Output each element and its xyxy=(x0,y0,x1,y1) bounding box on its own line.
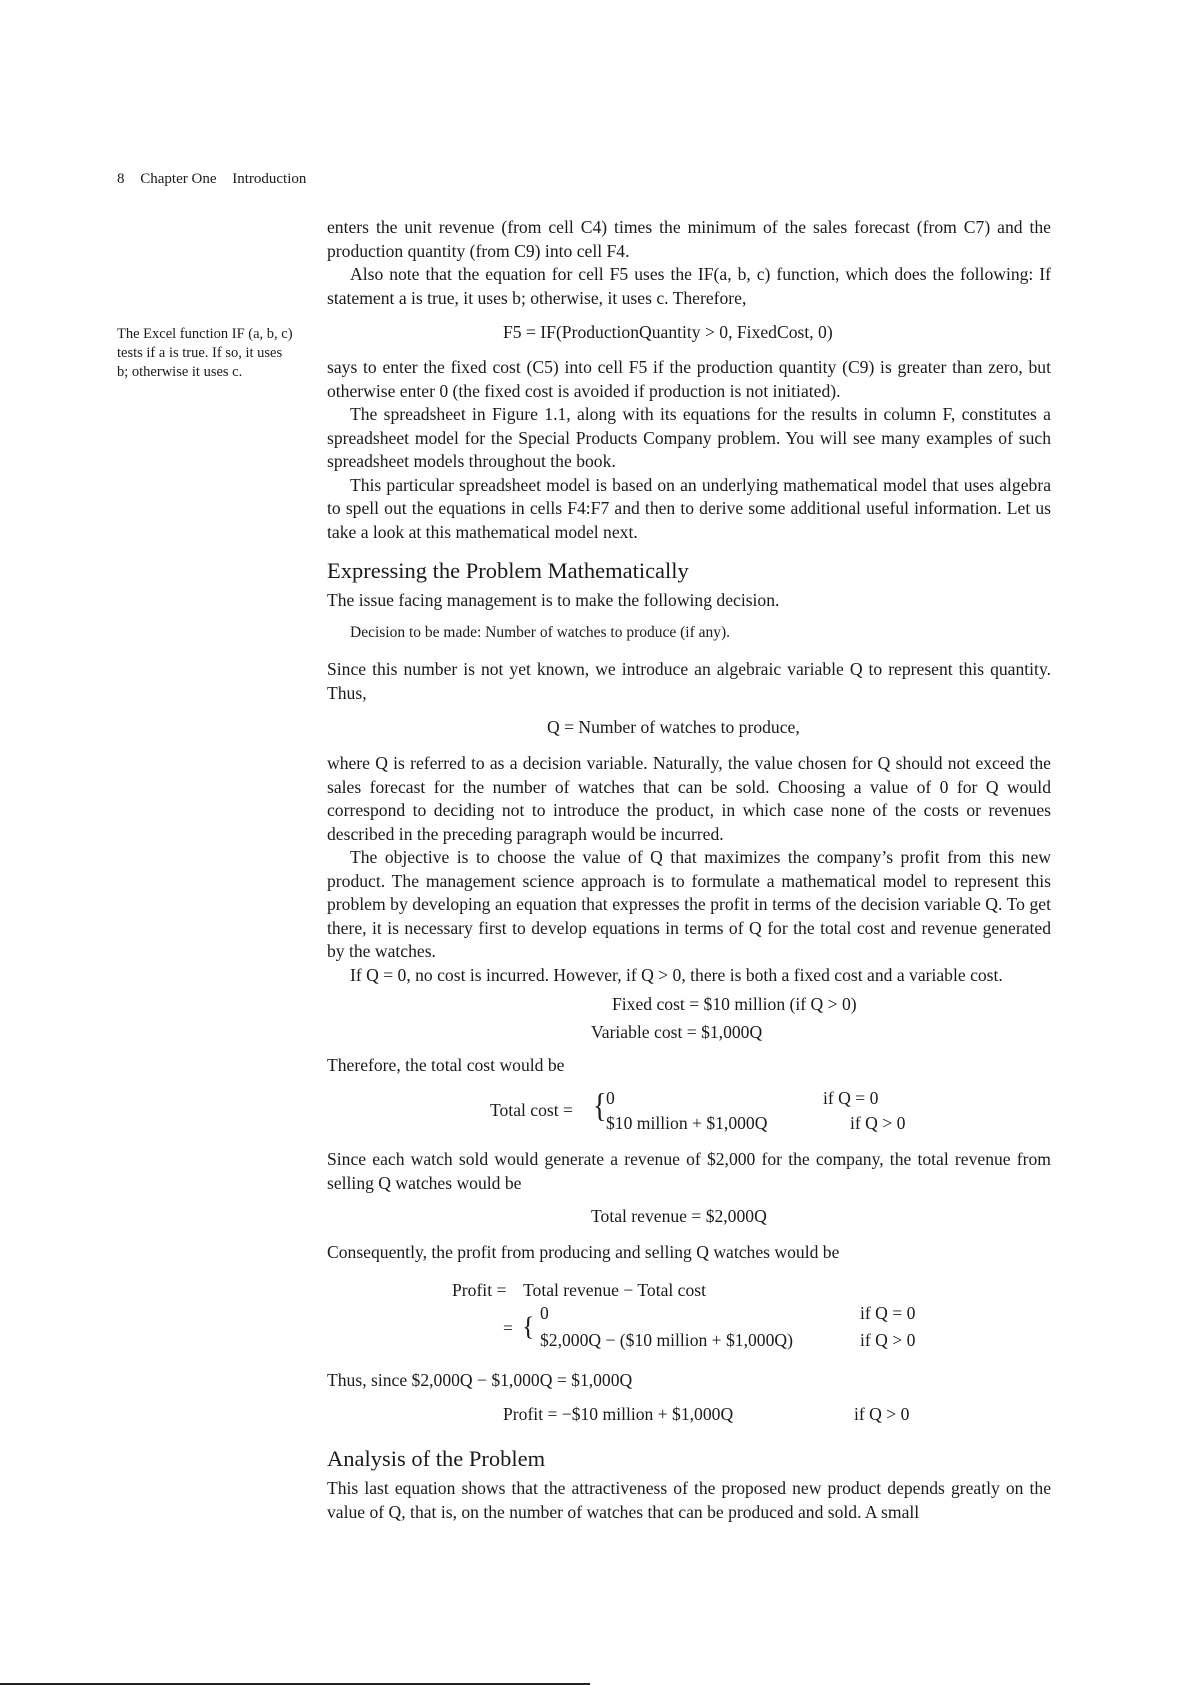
profit-case-zero-condition: if Q = 0 xyxy=(860,1303,916,1323)
cost-case-zero-value: 0 xyxy=(606,1088,615,1108)
paragraph: Since this number is not yet known, we introduce an algebraic variable Q to represent this quantity. Thus, xyxy=(327,659,1051,703)
section-label: Introduction xyxy=(232,171,307,187)
profit-line-1: Total revenue − Total cost xyxy=(523,1280,707,1300)
chapter-label: Chapter One xyxy=(140,171,217,187)
paragraph: The spreadsheet in Figure 1.1, along with its equations for the results in column F, constitutes a spreadsheet model for the Special Products Company problem. You will see many examples of such spreadsheet models throughout the book. xyxy=(327,404,1051,471)
paragraph: says to enter the fixed cost (C5) into cell F5 if the production quantity (C9) is greater than zero, but otherwise enter 0 (the fixed cost is avoided if production is not initiated). xyxy=(327,357,1051,401)
profit-case-zero-value: 0 xyxy=(540,1303,549,1323)
profit-case-positive-condition: if Q > 0 xyxy=(860,1330,916,1350)
cost-case-positive-value: $10 million + $1,000Q xyxy=(606,1113,768,1133)
equation-total-revenue: Total revenue = $2,000Q xyxy=(591,1206,767,1226)
paragraph: Also note that the equation for cell F5 uses the IF(a, b, c) function, which does the following: If statement a is true, it uses b; otherwise, it uses c. Therefore, xyxy=(327,264,1051,308)
equation-fixed-cost: Fixed cost = $10 million (if Q > 0) xyxy=(612,994,857,1014)
paragraph: If Q = 0, no cost is incurred. However, if Q > 0, there is both a fixed cost and a variable cost. xyxy=(350,964,1003,985)
heading-analysis: Analysis of the Problem xyxy=(327,1446,546,1471)
body-text-1 xyxy=(327,356,1051,544)
equation-profit-final: Profit = −$10 million + $1,000Q xyxy=(503,1404,734,1424)
total-cost-label: Total cost = xyxy=(490,1100,573,1120)
paragraph: enters the unit revenue (from cell C4) times the minimum of the sales forecast (from C7) and the production quantity (from C9) into cell F4. xyxy=(327,217,1051,261)
equation-f5: F5 = IF(ProductionQuantity > 0, FixedCost, 0) xyxy=(503,322,833,342)
paragraph: Consequently, the profit from producing and selling Q watches would be xyxy=(327,1242,840,1262)
running-header xyxy=(117,171,318,188)
decision-statement: Decision to be made: Number of watches to produce (if any). xyxy=(350,624,731,641)
paragraph: The issue facing management is to make the following decision. xyxy=(327,590,780,610)
equation-variable-cost: Variable cost = $1,000Q xyxy=(591,1022,763,1042)
cost-case-zero-condition: if Q = 0 xyxy=(823,1088,879,1108)
page-number: 8 xyxy=(117,171,125,187)
paragraph: This last equation shows that the attractiveness of the proposed new product depends greatly on the value of Q, that is, on the number of watches that can be produced and sold. A small xyxy=(327,1478,1051,1522)
cost-case-positive-condition: if Q > 0 xyxy=(850,1113,906,1133)
equation-q: Q = Number of watches to produce, xyxy=(547,717,800,737)
paragraph: The objective is to choose the value of Q that maximizes the company’s profit from this new product. The management science approach is to formulate a mathematical model to represent this problem by developing an equation that expresses the profit in terms of the decision variable Q. To get there, it is necessary first to develop equations in terms of Q for the total cost and revenue generated by the watches. xyxy=(327,847,1051,961)
body-text-2 xyxy=(327,752,1051,987)
profit-label: Profit = xyxy=(452,1280,507,1300)
paragraph: where Q is referred to as a decision variable. Naturally, the value chosen for Q should not exceed the sales forecast for the number of watches that can be sold. Choosing a value of 0 for Q would correspond to deciding not to introduce the product, in which case none of the costs or revenues described in the preceding paragraph would be incurred. xyxy=(327,753,1051,844)
paragraph: This particular spreadsheet model is based on an underlying mathematical model that uses algebra to spell out the equations in cells F4:F7 and then to derive some additional useful information. Let us take a look at this mathematical model next. xyxy=(327,474,1051,542)
left-brace: { xyxy=(522,1312,535,1341)
margin-note: The Excel function IF (a, b, c) tests if a is true. If so, it uses b; otherwise it uses c. xyxy=(117,326,293,380)
profit-equals: = xyxy=(503,1318,513,1338)
paragraph: Therefore, the total cost would be xyxy=(327,1055,565,1075)
heading-expressing-problem: Expressing the Problem Mathematically xyxy=(327,558,689,583)
paragraph: Since each watch sold would generate a revenue of $2,000 for the company, the total revenue from selling Q watches would be xyxy=(327,1149,1051,1193)
left-brace: { xyxy=(593,1087,607,1125)
intro-text xyxy=(327,216,1051,310)
equation-profit-final-condition: if Q > 0 xyxy=(854,1404,910,1424)
profit-case-positive-value: $2,000Q − ($10 million + $1,000Q) xyxy=(540,1330,793,1350)
paragraph: Thus, since $2,000Q − $1,000Q = $1,000Q xyxy=(327,1370,633,1390)
